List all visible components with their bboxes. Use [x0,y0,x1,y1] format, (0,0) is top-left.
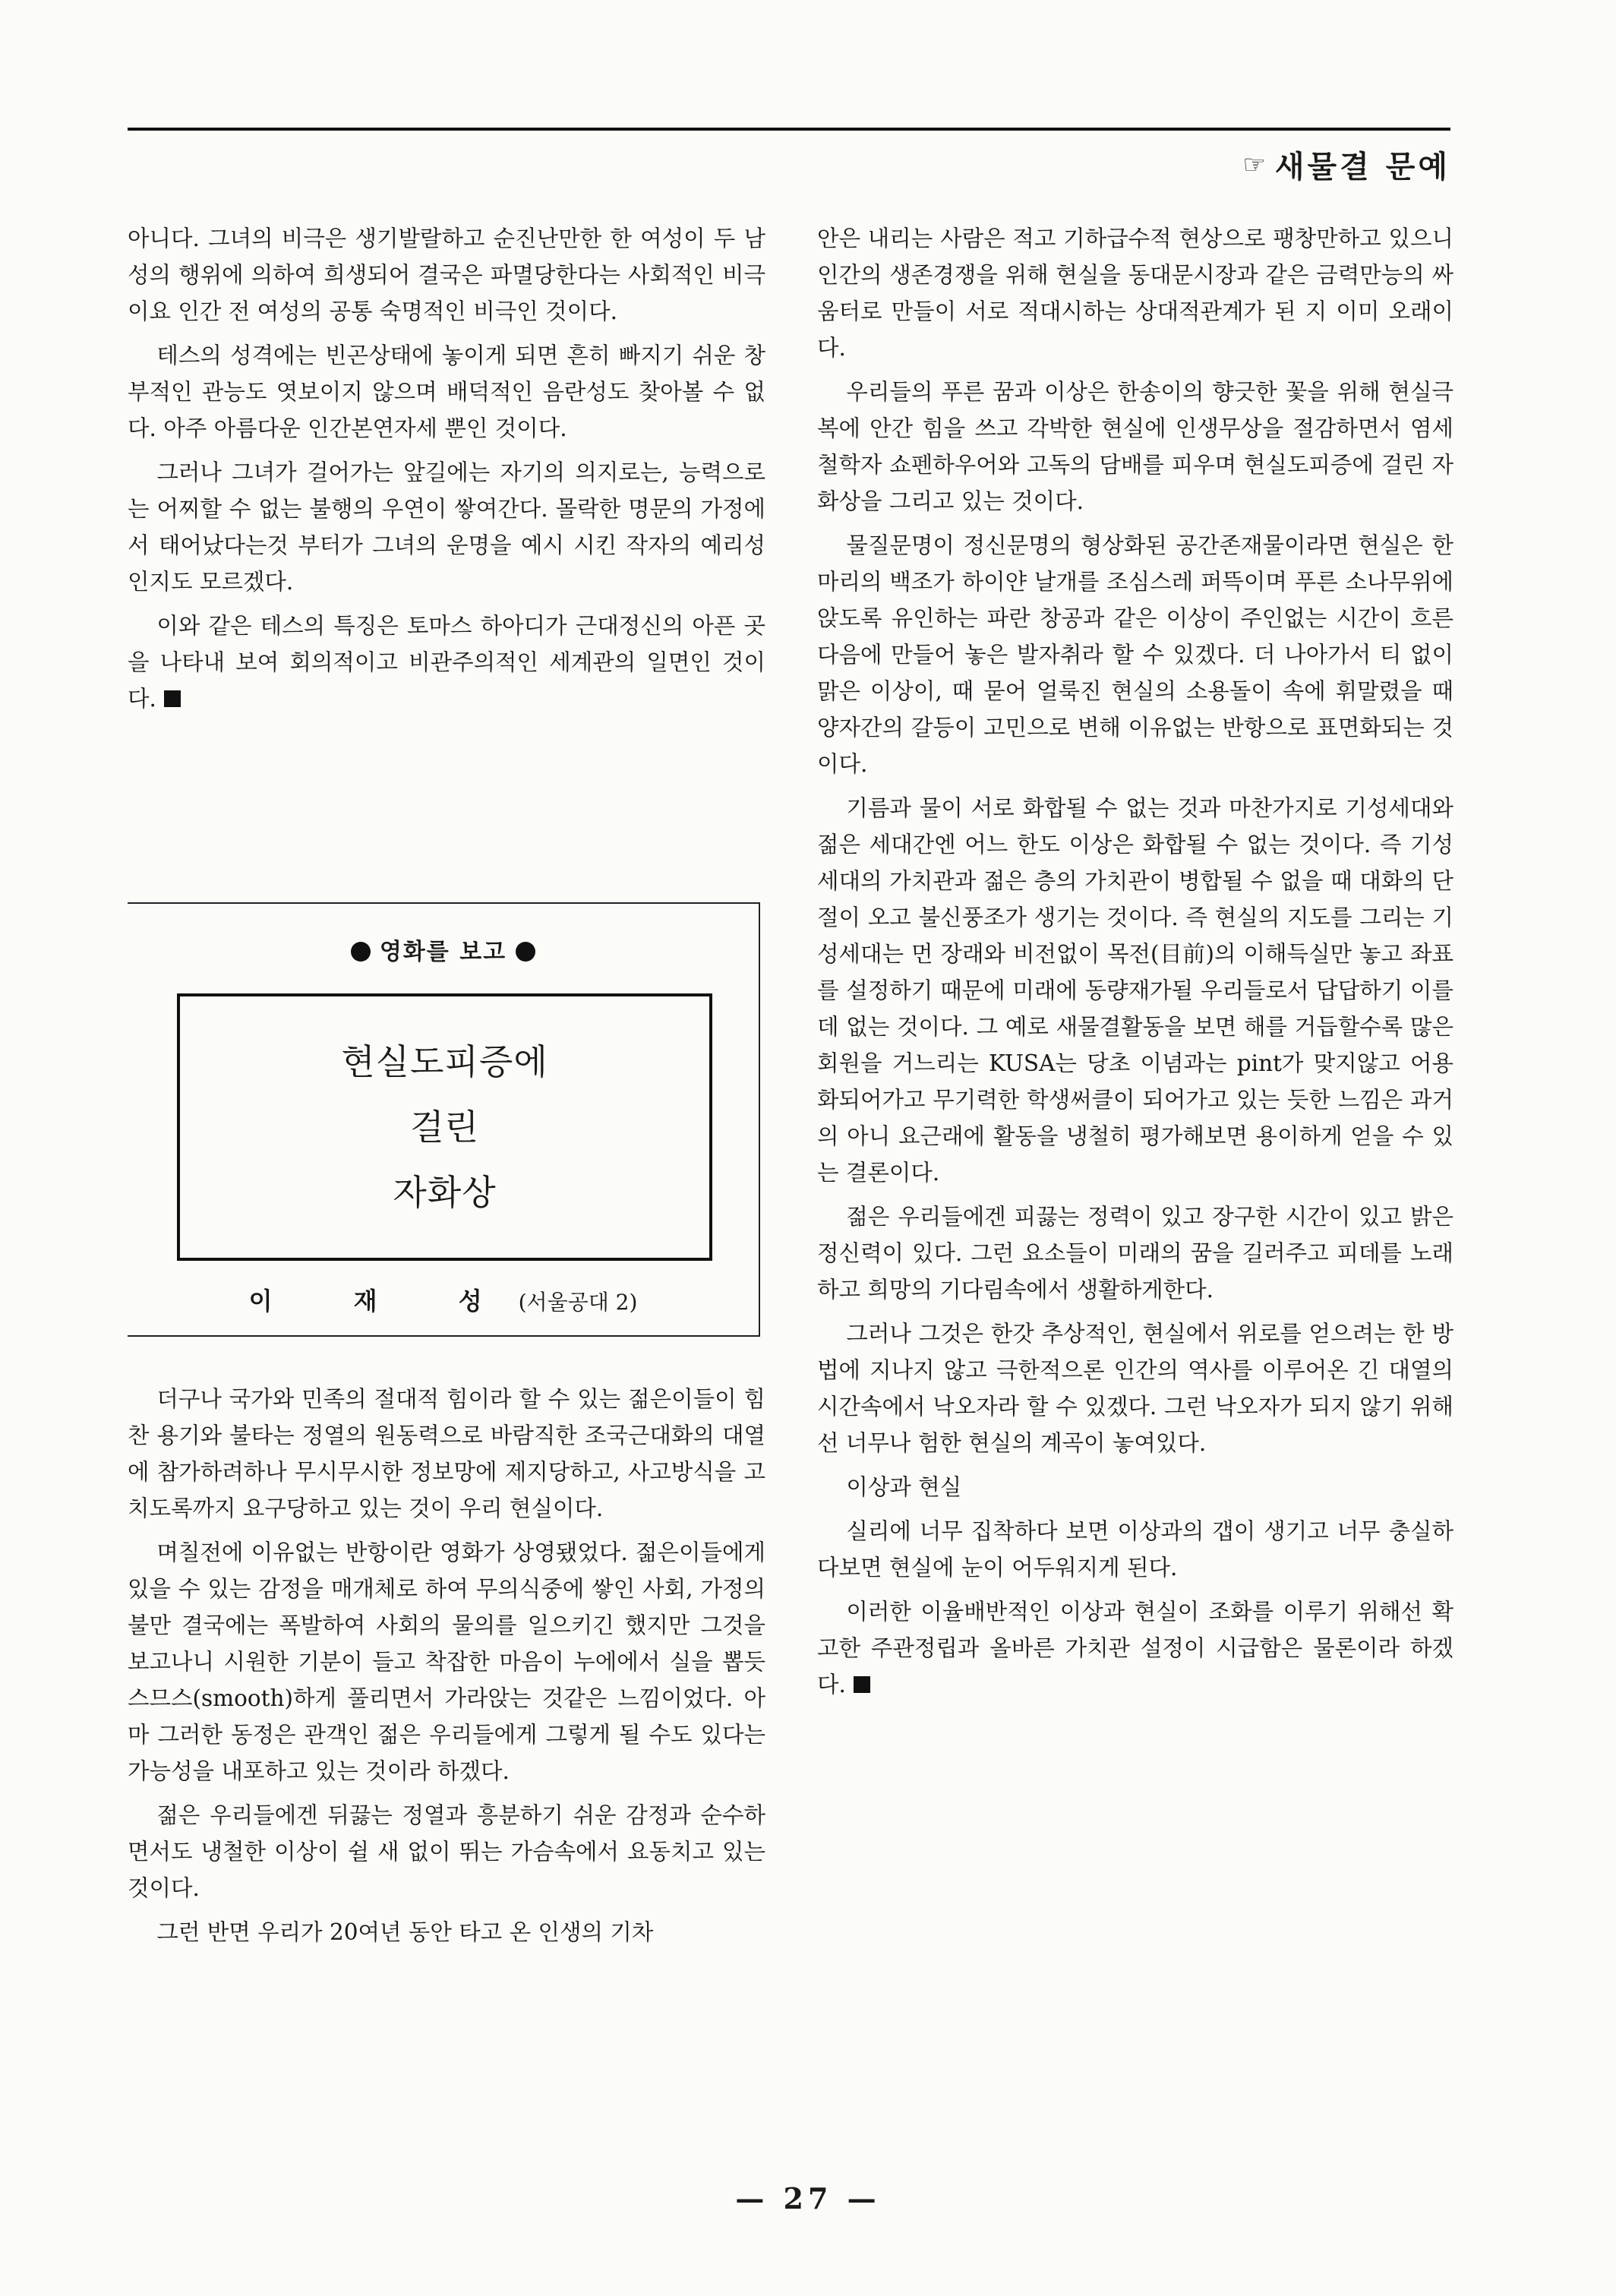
paragraph-with-end-mark [817,1593,1453,1703]
section-title: 새물결 문예 [1274,150,1450,185]
paragraph: 실리에 너무 집착하다 보면 이상과의 갭이 생기고 너무 충실하다보면 현실에 눈이 어두워지게 된다. [817,1518,1453,1581]
paragraph: 테스의 성격에는 빈곤상태에 놓이게 되면 흔히 빠지기 쉬운 창부적인 관능도 엿보이지 않으며 배덕적인 음란성도 찾아볼 수 없다. 아주 아름다운 인간본연자세 뿐인 것이다. [128,343,765,441]
author-affiliation: (서울공대 2) [518,1290,638,1315]
section-header [1242,143,1450,186]
paragraph: 젊은 우리들에겐 피끓는 정력이 있고 장구한 시간이 있고 밝은 정신력이 있다. 그런 요소들이 미래의 꿈을 길러주고 피데를 노래하고 희망의 기다림속에서 생활하게한다. [817,1204,1453,1303]
article-title-line: 걸린 [410,1107,479,1148]
paragraph-text: 이와 같은 테스의 특징은 토마스 하아디가 근대정신의 아픈 곳을 나타내 보여 회의적이고 비관주의적인 세계관의 일면인 것이다. [128,613,765,712]
left-column-top [128,220,765,725]
header-rule [128,128,1450,131]
paragraph: 물질문명이 정신문명의 형상화된 공간존재물이라면 현실은 한마리의 백조가 하이얀 날개를 조심스레 퍼뜩이며 푸른 소나무위에 앉도록 유인하는 파란 창공과 같은 이상이 주인없는 시간이 흐른 다음에 만들어 놓은 발자취라 할 수 있겠다. 더 나아가서 티 없이 맑은 이상이, 때 묻어 얼룩진 현실의 소용돌이 속에 휘말렸을 때 양자간의 갈등이 고민으로 변해 이유없는 반항으로 표면화되는 것이다. [817,532,1453,777]
paragraph: 그러나 그것은 한갓 추상적인, 현실에서 위로를 얻으려는 한 방법에 지나지 않고 극한적으론 인간의 역사를 이루어온 긴 대열의 시간속에서 낙오자라 할 수 있겠다. 그런 낙오자가 되지 않기 위해선 너무나 험한 현실의 계곡이 놓여있다. [817,1321,1453,1456]
left-column-bottom [128,1381,765,1958]
paragraph: 아니다. 그녀의 비극은 생기발랄하고 순진난만한 한 여성이 두 남성의 행위에 의하여 희생되어 결국은 파멸당한다는 사회적인 비극이요 인간 전 여성의 공통 숙명적인 비극인 것이다. [128,226,765,324]
box-label-text: 영화를 보고 [379,939,507,965]
article-title-line: 자화상 [393,1172,497,1213]
bullet-dot-icon [516,942,535,962]
pointing-hand-icon: ☞ [1242,149,1266,180]
page-number: — 27 — [735,2181,881,2215]
end-mark-square [854,1676,870,1693]
author-byline [128,1282,759,1317]
box-label [128,933,759,966]
paragraph: 안은 내리는 사람은 적고 기하급수적 현상으로 팽창만하고 있으니 인간의 생존경쟁을 위해 현실을 동대문시장과 같은 금력만능의 싸움터로 만들이 서로 적대시하는 상대적관계가 된 지 이미 오래이다. [817,226,1453,361]
article-title-box [128,902,760,1337]
paragraph: 며칠전에 이유없는 반항이란 영화가 상영됐었다. 젊은이들에게 있을 수 있는 감정을 매개체로 하여 무의식중에 쌓인 사회, 가정의 불만 결국에는 폭발하여 사회의 물의를 일으키긴 했지만 그것을 보고나니 시원한 기분이 들고 착잡한 마음이 누에에서 실을 뽑듯 스므스(smooth)하게 풀리면서 가라앉는 것같은 느낌이었다. 아마 그러한 동정은 관객인 젊은 우리들에게 그렇게 될 수도 있다는 가능성을 내포하고 있는 것이라 하겠다. [128,1540,765,1784]
right-column [817,220,1453,1710]
paragraph: 우리들의 푸른 꿈과 이상은 한송이의 향긋한 꽃을 위해 현실극복에 안간 힘을 쓰고 각박한 현실에 인생무상을 절감하면서 염세철학자 쇼펜하우어와 고독의 담배를 피우며 현실도피증에 걸린 자화상을 그리고 있는 것이다. [817,379,1453,514]
paragraph: 더구나 국가와 민족의 절대적 힘이라 할 수 있는 젊은이들이 힘찬 용기와 불타는 정열의 원동력으로 바람직한 조국근대화의 대열에 참가하려하나 무시무시한 정보망에 제지당하고, 사고방식을 고치도록까지 요구당하고 있는 것이 우리 현실이다. [128,1386,765,1521]
subheading: 이상과 현실 [846,1474,962,1500]
end-mark-square [164,690,181,707]
paragraph: 기름과 물이 서로 화합될 수 없는 것과 마찬가지로 기성세대와 젊은 세대간엔 어느 한도 이상은 화합될 수 없는 것이다. 즉 기성세대의 가치관과 젊은 층의 가치관이 병합될 수 없을 때 대화의 단절이 오고 불신풍조가 생기는 것이다. 즉 현실의 지도를 그리는 기성세대는 먼 장래와 비전없이 목전(目前)의 이해득실만 놓고 좌표를 설정하기 때문에 미래에 동량재가될 우리들로서 답답하기 이를 데 없는 것이다. 그 예로 새물결활동을 보면 해를 거듭할수록 많은 회원을 거느리는 KUSA는 당초 이념과는 pint가 맞지않고 어용화되어가고 무기력한 학생써클이 되어가고 있는 듯한 느낌은 과거의 아니 요근래에 활동을 냉철히 평가해보면 용이하게 얻을 수 있는 결론이다. [817,795,1453,1186]
paragraph: 젊은 우리들에겐 뒤끓는 정열과 흥분하기 쉬운 감정과 순수하면서도 냉철한 이상이 쉴 새 없이 뛰는 가슴속에서 요동치고 있는 것이다. [128,1802,765,1901]
bullet-dot-icon [351,942,371,962]
paragraph: 그러나 그녀가 걸어가는 앞길에는 자기의 의지로는, 능력으로는 어찌할 수 없는 불행의 우연이 쌓여간다. 몰락한 명문의 가정에서 태어났다는것 부터가 그녀의 운명을 예시 시킨 작자의 예리성 인지도 모르겠다. [128,460,765,595]
paragraph-text: 이러한 이율배반적인 이상과 현실이 조화를 이루기 위해선 확고한 주관정립과 올바른 가치관 설정이 시급함은 물론이라 하겠다. [817,1599,1453,1698]
title-frame [177,993,712,1261]
article-title-line: 현실도피증에 [341,1041,548,1082]
paragraph-with-end-mark [128,608,765,717]
paragraph: 그런 반면 우리가 20여년 동안 타고 온 인생의 기차 [156,1919,654,1945]
author-name: 이 재 성 [248,1287,519,1315]
